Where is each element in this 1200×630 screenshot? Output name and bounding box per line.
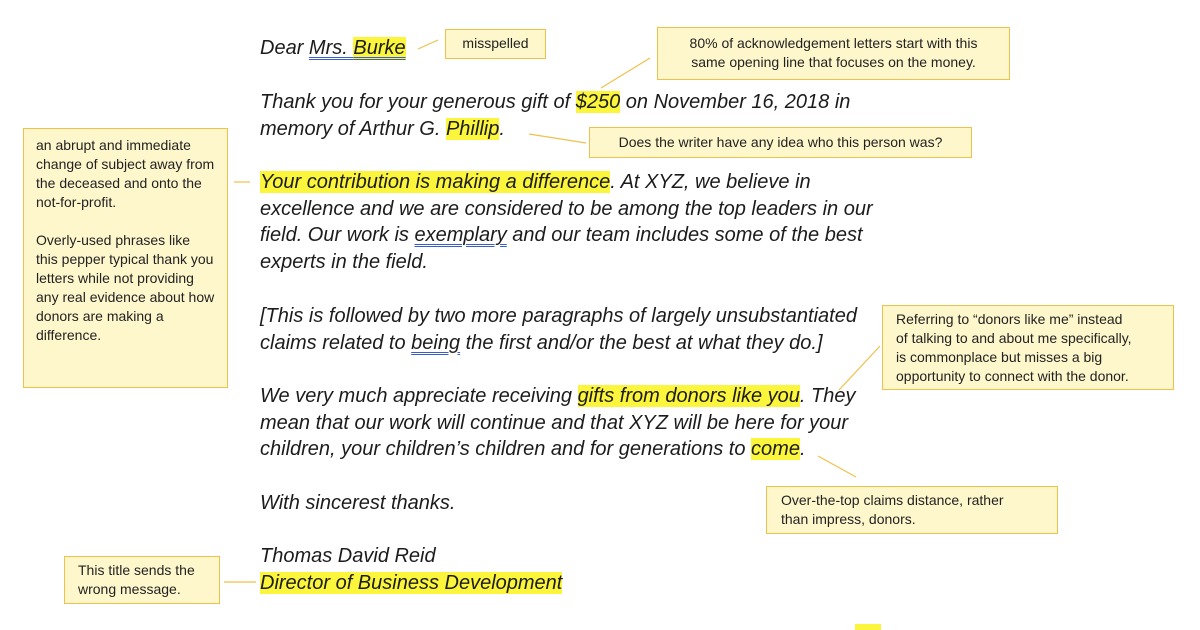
claims-text-b: the first and/or the best at what they do.] bbox=[460, 331, 823, 354]
paragraph-gift-line-1 bbox=[260, 89, 850, 116]
note-donors-like-me bbox=[882, 305, 1174, 390]
signer-title-highlight: Director of Business Development bbox=[260, 571, 563, 594]
note-subject-change bbox=[23, 128, 228, 388]
connector-misspelled bbox=[418, 40, 438, 49]
note-over-the-top bbox=[766, 486, 1058, 534]
salutation-underlined-name bbox=[309, 37, 406, 59]
memory-period: . bbox=[499, 117, 505, 140]
paragraph-gift-line-2 bbox=[260, 116, 505, 143]
note-misspelled bbox=[445, 29, 546, 59]
gift-text-b: on November 16, 2018 in bbox=[620, 91, 851, 113]
gift-amount-highlight: $250 bbox=[575, 91, 621, 113]
note-over-the-top-text-2: than impress, donors. bbox=[781, 511, 916, 527]
cutoff-next-line bbox=[855, 624, 881, 630]
note-opening-line-text-2: same opening line that focuses on the money. bbox=[691, 54, 976, 70]
being-underlined: being bbox=[411, 331, 461, 354]
gift-text-a: Thank you for your generous gift of bbox=[260, 91, 576, 113]
signer-title bbox=[260, 570, 562, 597]
note-donors-text-1: Referring to “donors like me” instead bbox=[896, 311, 1123, 327]
work-text-a: field. Our work is bbox=[260, 224, 415, 246]
connector-opening-line bbox=[601, 58, 650, 88]
generations-text: children, your children’s children and for generations to bbox=[260, 438, 752, 460]
paragraph-bracket-line-2 bbox=[260, 330, 823, 357]
salutation-name-highlight: Burke bbox=[353, 37, 406, 59]
come-highlight: come bbox=[751, 438, 800, 460]
note-over-the-top-text-1: Over-the-top claims distance, rather bbox=[781, 492, 1004, 508]
note-misspelled-text: misspelled bbox=[462, 35, 529, 51]
contribution-highlight: Your contribution is making a difference bbox=[260, 171, 611, 193]
paragraph-appreciate-line-1 bbox=[260, 383, 855, 410]
donors-like-you-highlight: gifts from donors like you bbox=[577, 385, 800, 407]
paragraph-contribution-line-3 bbox=[260, 222, 863, 249]
connector-over-the-top bbox=[818, 456, 856, 477]
note-opening-line bbox=[657, 27, 1010, 80]
note-overused-phrases-text: Overly-used phrases like this pepper typical thank you letters while not providing any real evidence about how donors are making a difference. bbox=[36, 232, 215, 343]
memory-text: memory of Arthur G. bbox=[260, 117, 446, 140]
note-donors-text-2: of talking to and about me specifically, bbox=[896, 330, 1132, 346]
contribution-rest: . At XYZ, we believe in bbox=[610, 171, 811, 193]
appreciate-text-a: We very much appreciate receiving bbox=[260, 385, 578, 407]
salutation-title: Mrs. bbox=[308, 37, 348, 59]
salutation bbox=[260, 35, 406, 62]
work-text-b: and our team includes some of the best bbox=[506, 224, 863, 246]
salutation-prefix: Dear bbox=[260, 37, 309, 59]
paragraph-appreciate-line-3 bbox=[260, 436, 806, 463]
signer-name: Thomas David Reid bbox=[260, 545, 436, 567]
deceased-name-highlight: Phillip bbox=[445, 117, 500, 140]
paragraph-appreciate-line-2: mean that our work will continue and that XYZ will be here for your bbox=[260, 411, 849, 434]
note-title-message-text-2: wrong message. bbox=[78, 581, 181, 597]
paragraph-contribution-line-4: experts in the field. bbox=[260, 250, 428, 273]
note-donors-text-3: is commonplace but misses a big bbox=[896, 349, 1103, 365]
paragraph-contribution-line-2: excellence and we are considered to be among the top leaders in our bbox=[260, 197, 873, 220]
note-person-question-text: Does the writer have any idea who this person was? bbox=[618, 134, 943, 150]
note-person-question bbox=[589, 127, 972, 158]
note-opening-line-text-1: 80% of acknowledgement letters start with this bbox=[689, 35, 978, 51]
note-subject-change-text: an abrupt and immediate change of subject away from the deceased and onto the not-for-profit. bbox=[36, 137, 215, 210]
note-title-message bbox=[64, 556, 220, 604]
note-title-message-text-1: This title sends the bbox=[78, 562, 195, 578]
paragraph-bracket-line-1: [This is followed by two more paragraphs of largely unsubstantiated bbox=[260, 305, 857, 327]
generations-period: . bbox=[799, 438, 806, 460]
note-donors-text-4: opportunity to connect with the donor. bbox=[896, 368, 1129, 384]
closing: With sincerest thanks. bbox=[260, 492, 456, 514]
connector-person-question bbox=[529, 134, 586, 143]
claims-text-a: claims related to bbox=[260, 331, 412, 354]
appreciate-text-b: . They bbox=[799, 385, 856, 407]
exemplary-underlined: exemplary bbox=[414, 224, 507, 246]
paragraph-contribution-line-1 bbox=[260, 169, 811, 196]
